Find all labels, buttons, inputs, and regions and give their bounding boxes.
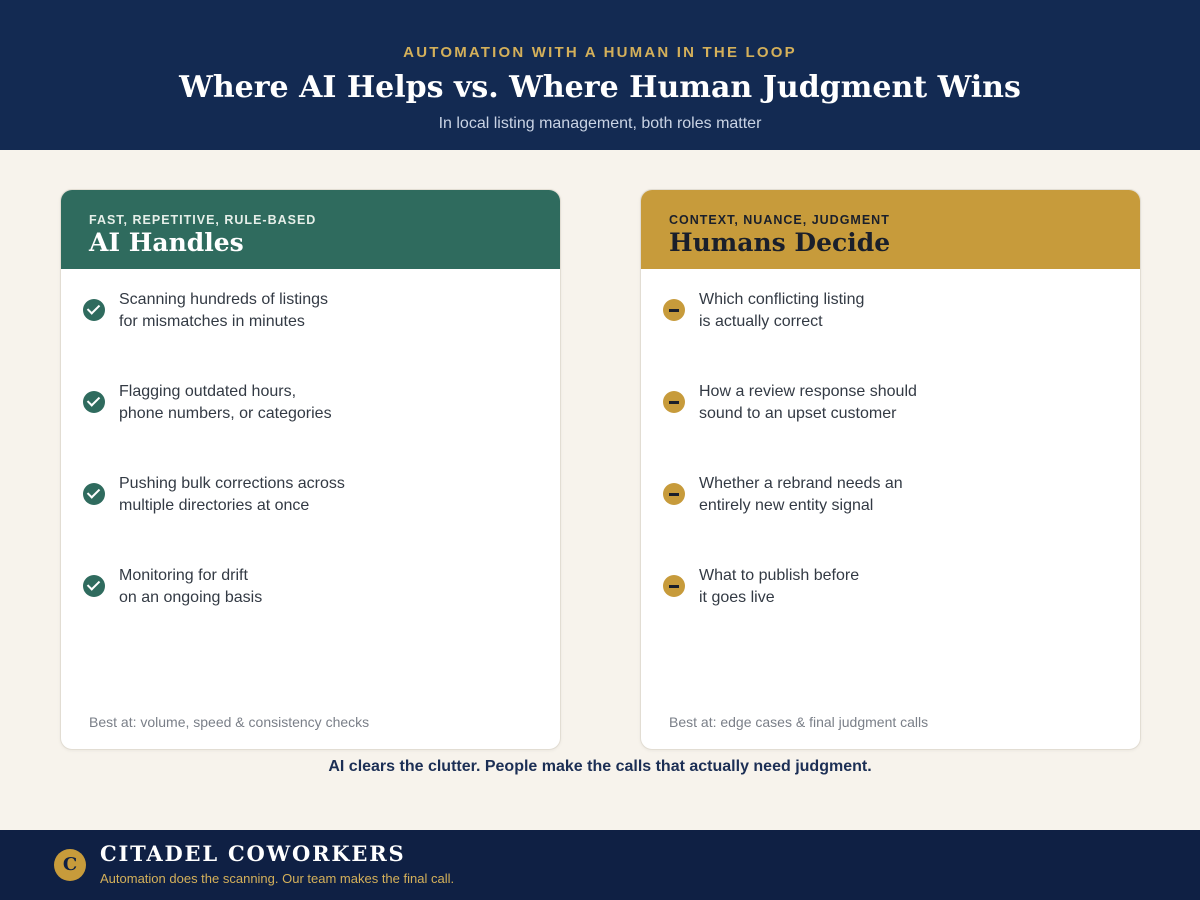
ai-handles-card <box>60 189 561 750</box>
list-item <box>83 289 543 339</box>
list-item-text: Monitoring for drift on an ongoing basis <box>119 567 263 606</box>
list-item <box>83 565 543 615</box>
list-item <box>663 381 1123 431</box>
human-card-header <box>641 190 1140 269</box>
list-item-text: Which conflicting listing is actually correct <box>699 291 865 330</box>
check-icon <box>83 575 105 597</box>
human-best-at-note: Best at: edge cases & final judgment calls <box>669 714 929 730</box>
check-icon <box>83 483 105 505</box>
list-item-text: Pushing bulk corrections across multiple directories at once <box>119 475 345 514</box>
minus-icon <box>663 391 685 413</box>
list-item <box>83 473 543 523</box>
check-icon <box>83 391 105 413</box>
brand-logo: C <box>54 849 86 881</box>
list-item-text: Whether a rebrand needs an entirely new entity signal <box>699 475 903 514</box>
list-item <box>663 289 1123 339</box>
page-title: Where AI Helps vs. Where Human Judgment Wins <box>179 70 1021 105</box>
list-item <box>663 565 1123 615</box>
ai-card-eyebrow: FAST, REPETITIVE, RULE-BASED <box>89 213 317 227</box>
list-item-text: Flagging outdated hours, phone numbers, or categories <box>119 383 332 422</box>
brand-name: CITADEL COWORKERS <box>100 841 406 866</box>
page-subtitle: In local listing management, both roles matter <box>438 115 762 132</box>
minus-icon <box>663 299 685 321</box>
list-item-text: What to publish before it goes live <box>699 567 860 606</box>
brand-tagline: Automation does the scanning. Our team makes the final call. <box>100 871 455 886</box>
ai-card-title: AI Handles <box>89 228 244 257</box>
minus-icon <box>663 575 685 597</box>
footer-bar <box>0 830 1200 900</box>
header-banner <box>0 0 1200 150</box>
human-card-title: Humans Decide <box>669 228 891 257</box>
minus-icon <box>663 483 685 505</box>
ai-card-header <box>61 190 560 269</box>
header-eyebrow: AUTOMATION WITH A HUMAN IN THE LOOP <box>403 44 797 61</box>
check-icon <box>83 299 105 321</box>
list-item-text: How a review response should sound to an upset customer <box>699 383 917 422</box>
human-card-eyebrow: CONTEXT, NUANCE, JUDGMENT <box>669 213 890 227</box>
list-item-text: Scanning hundreds of listings for mismatches in minutes <box>119 291 329 330</box>
list-item <box>663 473 1123 523</box>
ai-best-at-note: Best at: volume, speed & consistency checks <box>89 714 370 730</box>
summary-tagline: AI clears the clutter. People make the calls that actually need judgment. <box>328 758 872 775</box>
humans-decide-card <box>640 189 1141 750</box>
list-item <box>83 381 543 431</box>
